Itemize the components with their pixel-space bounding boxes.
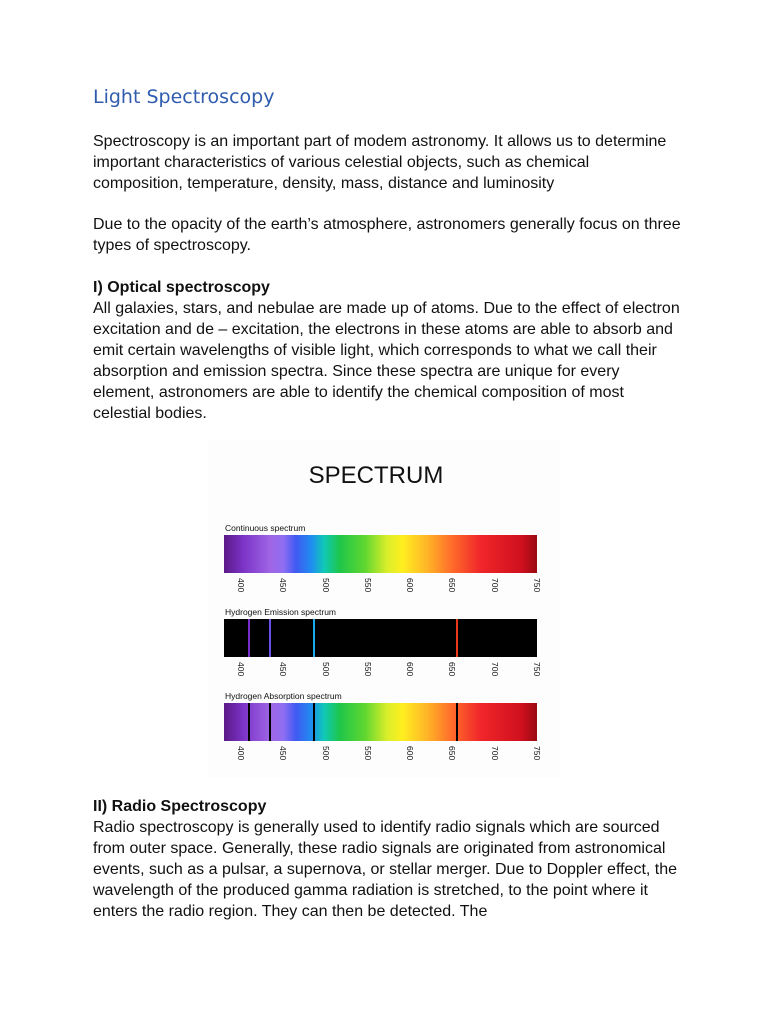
spectral-line-434 — [269, 703, 271, 741]
section-body-radio: Radio spectroscopy is generally used to identify radio signals which are sourced from outer space. Generally, these radio signals are originated from astronomical events, such as a pulsar, a supernova, or stellar merger. Due to Doppler effect, the wavelength of the produced gamma radiation is stretched, to the point where it enters the radio region. They can then be detected. The — [93, 819, 678, 920]
tick-label: 450 — [278, 746, 289, 761]
tick-label: 700 — [489, 662, 500, 677]
tick-label: 550 — [362, 746, 373, 761]
absorption-wavelength-axis — [224, 746, 542, 764]
spectral-line-486 — [313, 703, 315, 741]
tick-label: 450 — [278, 662, 289, 677]
tick-label: 700 — [489, 746, 500, 761]
spectral-line-410 — [248, 703, 250, 741]
tick-label: 500 — [320, 662, 331, 677]
tick-label: 650 — [447, 578, 458, 593]
section-heading-radio: II) Radio Spectroscopy — [93, 798, 267, 815]
tick-label: 500 — [320, 578, 331, 593]
spectral-line-486 — [313, 619, 315, 657]
spectral-line-410 — [248, 619, 250, 657]
tick-label: 400 — [235, 578, 246, 593]
document-title: Light Spectroscopy — [93, 86, 275, 108]
intro-paragraph-2: Due to the opacity of the earth’s atmosphere, astronomers generally focus on three types of spectroscopy. — [93, 216, 681, 254]
tick-label: 550 — [362, 662, 373, 677]
tick-label: 450 — [278, 578, 289, 593]
continuous-spectrum-band — [224, 535, 537, 573]
figure-title: SPECTRUM — [308, 462, 444, 489]
tick-label: 400 — [235, 746, 246, 761]
tick-label: 600 — [405, 746, 416, 761]
section-heading-optical: I) Optical spectroscopy — [93, 279, 270, 296]
spectral-line-656 — [456, 619, 458, 657]
tick-label: 650 — [447, 662, 458, 677]
panel-label-continuous: Continuous spectrum — [225, 523, 306, 533]
tick-label: 650 — [447, 746, 458, 761]
emission-spectrum-band — [224, 619, 537, 657]
spectrum-figure — [208, 440, 560, 778]
section-body-optical: All galaxies, stars, and nebulae are made up of atoms. Due to the effect of electron excitation and de – excitation, the electrons in these atoms are able to absorb and emit certain wavelengths of visible light, which corresponds to what we call their absorption and emission spectra. Since these spectra are unique for every element, astronomers are able to identify the chemical composition of most celestial bodies. — [93, 300, 680, 422]
tick-label: 500 — [320, 746, 331, 761]
tick-label: 750 — [532, 662, 542, 677]
tick-label: 750 — [532, 746, 542, 761]
continuous-wavelength-axis — [224, 578, 542, 596]
spectral-line-656 — [456, 703, 458, 741]
tick-label: 700 — [489, 578, 500, 593]
panel-label-absorption: Hydrogen Absorption spectrum — [225, 691, 342, 701]
spectral-line-434 — [269, 619, 271, 657]
panel-label-emission: Hydrogen Emission spectrum — [225, 607, 337, 617]
emission-wavelength-axis — [224, 662, 542, 680]
tick-label: 600 — [405, 578, 416, 593]
tick-label: 400 — [235, 662, 246, 677]
tick-label: 600 — [405, 662, 416, 677]
tick-label: 550 — [362, 578, 373, 593]
tick-label: 750 — [532, 578, 542, 593]
absorption-spectrum-band — [224, 703, 537, 741]
intro-paragraph-1: Spectroscopy is an important part of modem astronomy. It allows us to determine important characteristics of various celestial objects, such as chemical composition, temperature, density, mass, distance and luminosity — [93, 133, 667, 192]
